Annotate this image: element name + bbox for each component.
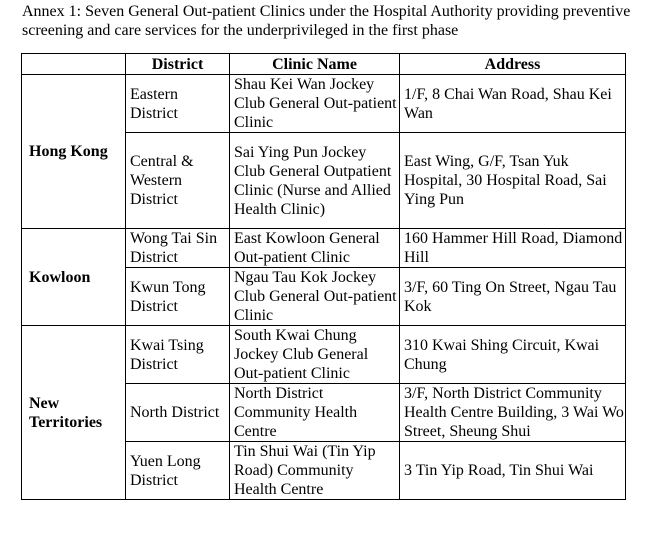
- clinics-table: [21, 53, 626, 500]
- clinic-name-cell: North District Community Health Centre: [230, 384, 400, 442]
- address-cell: 3 Tin Yip Road, Tin Shui Wai: [400, 442, 626, 500]
- header-address: Address: [400, 54, 626, 75]
- clinic-name-cell: Shau Kei Wan Jockey Club General Out-patient Clinic: [230, 75, 400, 133]
- clinic-name-cell: Ngau Tau Kok Jockey Club General Out-patient Clinic: [230, 268, 400, 326]
- clinic-name-cell: East Kowloon General Out-patient Clinic: [230, 229, 400, 268]
- address-cell: 160 Hammer Hill Road, Diamond Hill: [400, 229, 626, 268]
- region-cell: Kowloon: [22, 229, 126, 326]
- header-region: [22, 54, 126, 75]
- table-row: [22, 326, 626, 384]
- annex-caption: Annex 1: Seven General Out-patient Clinics under the Hospital Authority providing preventive screening and care services for the underprivileged in the first phase: [22, 3, 631, 39]
- region-cell: New Territories: [22, 326, 126, 500]
- district-cell: Kwun Tong District: [126, 268, 230, 326]
- table-row: [22, 229, 626, 268]
- address-cell: 3/F, North District Community Health Centre Building, 3 Wai Wo Street, Sheung Shui: [400, 384, 626, 442]
- region-cell: Hong Kong: [22, 75, 126, 229]
- address-cell: 310 Kwai Shing Circuit, Kwai Chung: [400, 326, 626, 384]
- address-cell: East Wing, G/F, Tsan Yuk Hospital, 30 Hospital Road, Sai Ying Pun: [400, 133, 626, 229]
- district-cell: Central & Western District: [126, 133, 230, 229]
- district-cell: Kwai Tsing District: [126, 326, 230, 384]
- address-cell: 1/F, 8 Chai Wan Road, Shau Kei Wan: [400, 75, 626, 133]
- header-district: District: [126, 54, 230, 75]
- district-cell: North District: [126, 384, 230, 442]
- clinic-name-cell: Sai Ying Pun Jockey Club General Outpatient Clinic (Nurse and Allied Health Clinic): [230, 133, 400, 229]
- address-cell: 3/F, 60 Ting On Street, Ngau Tau Kok: [400, 268, 626, 326]
- clinic-name-cell: Tin Shui Wai (Tin Yip Road) Community Health Centre: [230, 442, 400, 500]
- district-cell: Yuen Long District: [126, 442, 230, 500]
- district-cell: Wong Tai Sin District: [126, 229, 230, 268]
- table-header-row: [22, 54, 626, 75]
- table-row: [22, 75, 626, 133]
- header-clinic-name: Clinic Name: [230, 54, 400, 75]
- district-cell: Eastern District: [126, 75, 230, 133]
- clinic-name-cell: South Kwai Chung Jockey Club General Out-patient Clinic: [230, 326, 400, 384]
